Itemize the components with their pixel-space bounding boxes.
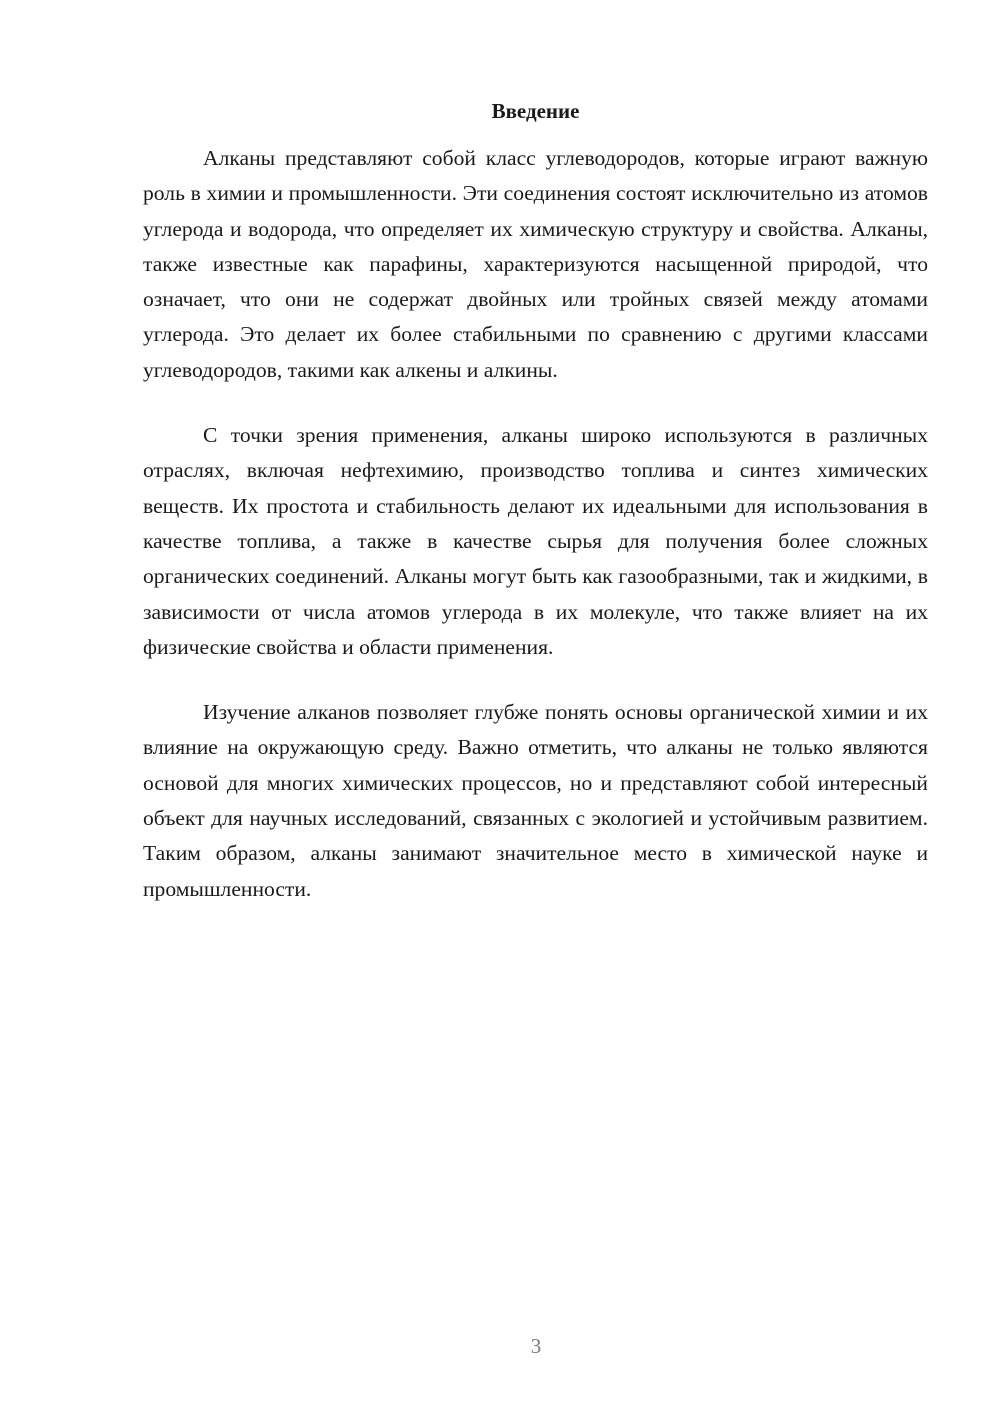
page-title: Введение [491, 99, 580, 123]
document-body [143, 141, 928, 937]
paragraph-applications: С точки зрения применения, алканы широко используются в различных отраслях, включая нефтехимию, производство топлива и синтез химических веществ. Их простота и стабильность делают их идеальными для использования в качестве топлива, а также в качестве сырья для получения более сложных органических соединений. Алканы могут быть как газообразными, так и жидкими, в зависимости от числа атомов углерода в их молекуле, что также влияет на их физические свойства и области применения. [143, 423, 928, 659]
paragraph-study: Изучение алканов позволяет глубже понять основы органической химии и их влияние на окружающую среду. Важно отметить, что алканы не только являются основой для многих химических процессов, но и представляют собой интересный объект для научных исследований, связанных с экологией и устойчивым развитием. Таким образом, алканы занимают значительное место в химической науке и промышленности. [143, 700, 928, 901]
paragraph-intro: Алканы представляют собой класс углеводородов, которые играют важную роль в химии и промышленности. Эти соединения состоят исключительно из атомов углерода и водорода, что определяет их химическую структуру и свойства. Алканы, также известные как парафины, характеризуются насыщенной природой, что означает, что они не содержат двойных или тройных связей между атомами углерода. Это делает их более стабильными по сравнению с другими классами углеводородов, такими как алкены и алкины. [143, 146, 928, 382]
page-number: 3 [530, 1334, 542, 1358]
